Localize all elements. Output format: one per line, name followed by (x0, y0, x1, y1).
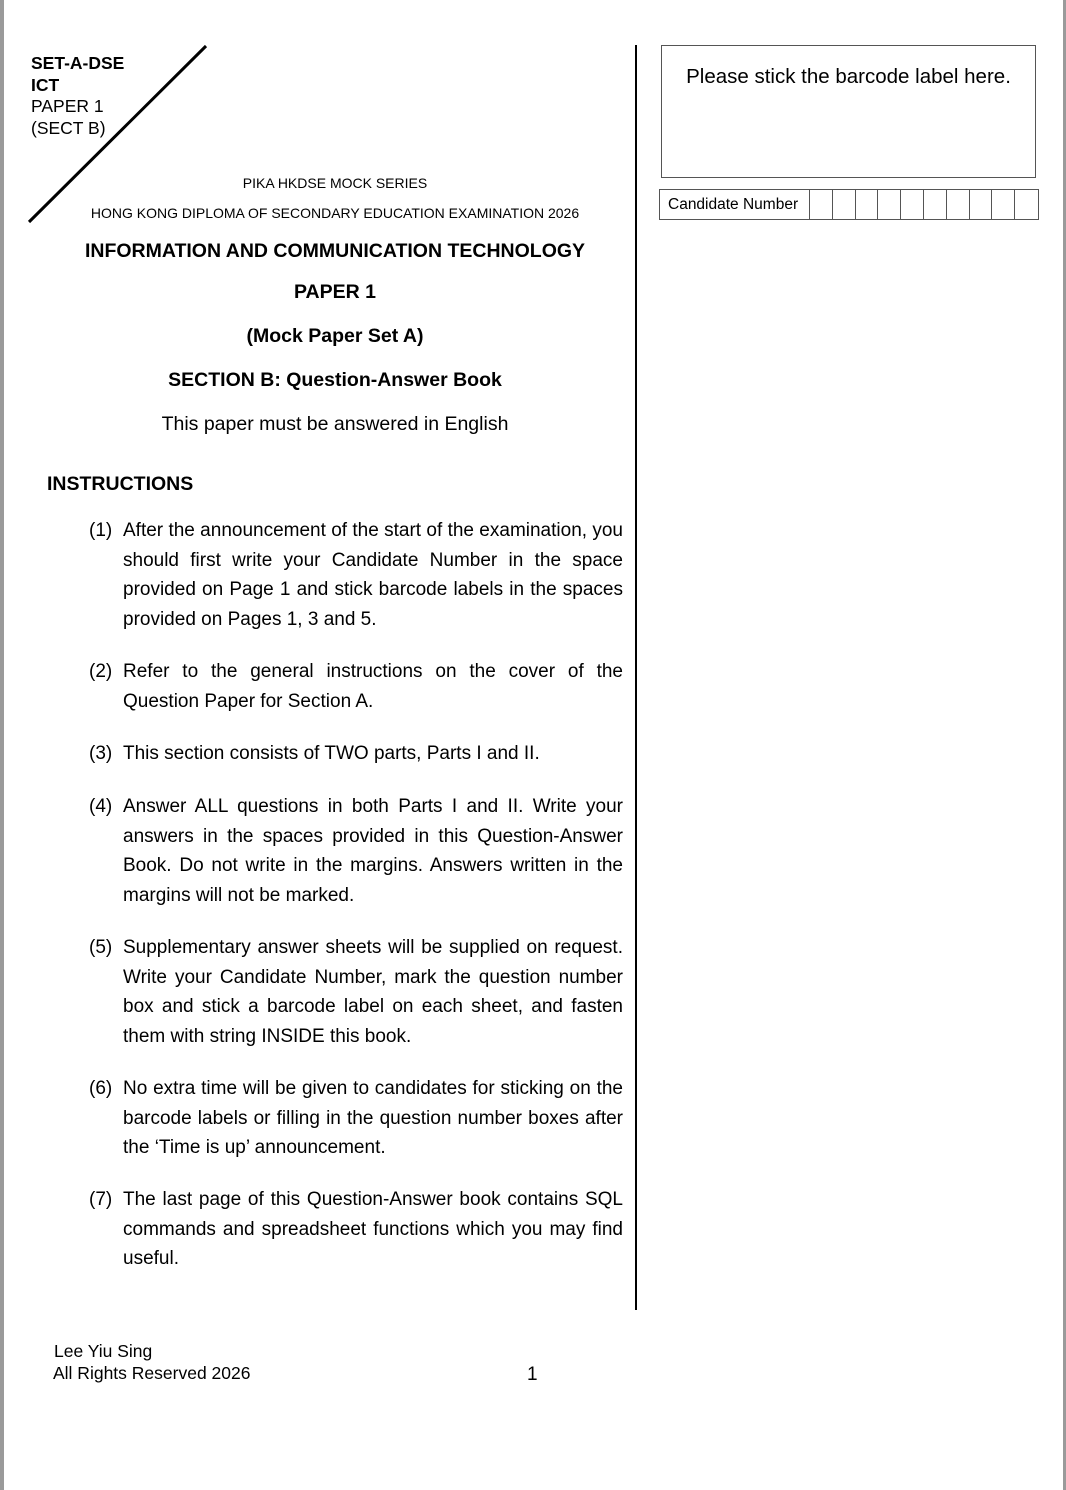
instruction-item (89, 1185, 623, 1274)
instruction-number: (2) (89, 661, 113, 682)
candidate-number-label: Candidate Number (660, 190, 810, 219)
candidate-number-digit-box[interactable] (924, 190, 947, 219)
footer-rights: All Rights Reserved 2026 (53, 1363, 251, 1383)
instruction-number: (1) (89, 520, 113, 541)
instruction-number: (6) (89, 1078, 113, 1099)
footer-author: Lee Yiu Sing (54, 1341, 153, 1361)
subject-title: INFORMATION AND COMMUNICATION TECHNOLOGY (84, 240, 586, 262)
instruction-number: (7) (89, 1189, 113, 1210)
paper-number-code: PAPER 1 (31, 96, 104, 116)
paper-code-block (31, 53, 124, 139)
instructions-heading: INSTRUCTIONS (47, 473, 194, 495)
barcode-label-text: Please stick the barcode label here. (686, 65, 1011, 88)
candidate-number-digit-box[interactable] (833, 190, 856, 219)
candidate-number-digit-box[interactable] (901, 190, 924, 219)
instruction-text: No extra time will be given to candidates for sticking on the barcode labels or filling in the question number boxes after the ‘Time is up’ announcement. (123, 1078, 623, 1158)
candidate-number-field[interactable] (659, 189, 1039, 220)
instruction-text: Supplementary answer sheets will be supplied on request. Write your Candidate Number, mark the question number box and stick a barcode label on each sheet, and fasten them with string INSIDE this book. (123, 937, 623, 1047)
instruction-text: This section consists of TWO parts, Parts I and II. (123, 743, 540, 764)
paper-subject-code: ICT (31, 74, 60, 95)
instruction-text: After the announcement of the start of the examination, you should first write your Candidate Number in the space provided on Page 1 and stick barcode labels in the spaces provided on Pages 1, 3 and 5. (123, 520, 623, 630)
instruction-text: Answer ALL questions in both Parts I and II. Write your answers in the spaces provided in this Question-Answer Book. Do not write in the margins. Answers written in the margins will not be marked. (123, 796, 623, 906)
instruction-item (89, 792, 623, 910)
candidate-number-digit-box[interactable] (1015, 190, 1038, 219)
section-title: SECTION B: Question-Answer Book (168, 369, 502, 391)
candidate-number-digit-box[interactable] (970, 190, 993, 219)
candidate-number-digit-box[interactable] (856, 190, 879, 219)
instruction-item (89, 1074, 623, 1163)
candidate-number-digit-box[interactable] (947, 190, 970, 219)
instruction-item (89, 739, 623, 769)
column-divider (635, 45, 637, 1310)
paper-section-code: (SECT B) (31, 117, 106, 138)
instruction-item (89, 657, 623, 716)
instruction-number: (4) (89, 796, 113, 817)
mock-series-title: PIKA HKDSE MOCK SERIES (242, 175, 428, 191)
candidate-number-digit-box[interactable] (878, 190, 901, 219)
barcode-label-box (661, 45, 1036, 178)
instruction-text: The last page of this Question-Answer book contains SQL commands and spreadsheet functions which you may find useful. (123, 1189, 623, 1269)
instruction-item (89, 933, 623, 1051)
instruction-number: (5) (89, 937, 113, 958)
exam-name: HONG KONG DIPLOMA OF SECONDARY EDUCATION EXAMINATION 2026 (90, 205, 580, 221)
instruction-text: Refer to the general instructions on the cover of the Question Paper for Section A. (123, 661, 623, 712)
paper-title: PAPER 1 (294, 281, 376, 303)
language-note: This paper must be answered in English (161, 413, 509, 435)
instruction-item (89, 516, 623, 634)
candidate-number-digit-box[interactable] (810, 190, 833, 219)
instruction-number: (3) (89, 743, 113, 764)
paper-set-code: SET-A-DSE (31, 53, 125, 73)
candidate-number-digit-box[interactable] (992, 190, 1015, 219)
set-title: (Mock Paper Set A) (246, 325, 424, 347)
page-number: 1 (527, 1364, 538, 1385)
